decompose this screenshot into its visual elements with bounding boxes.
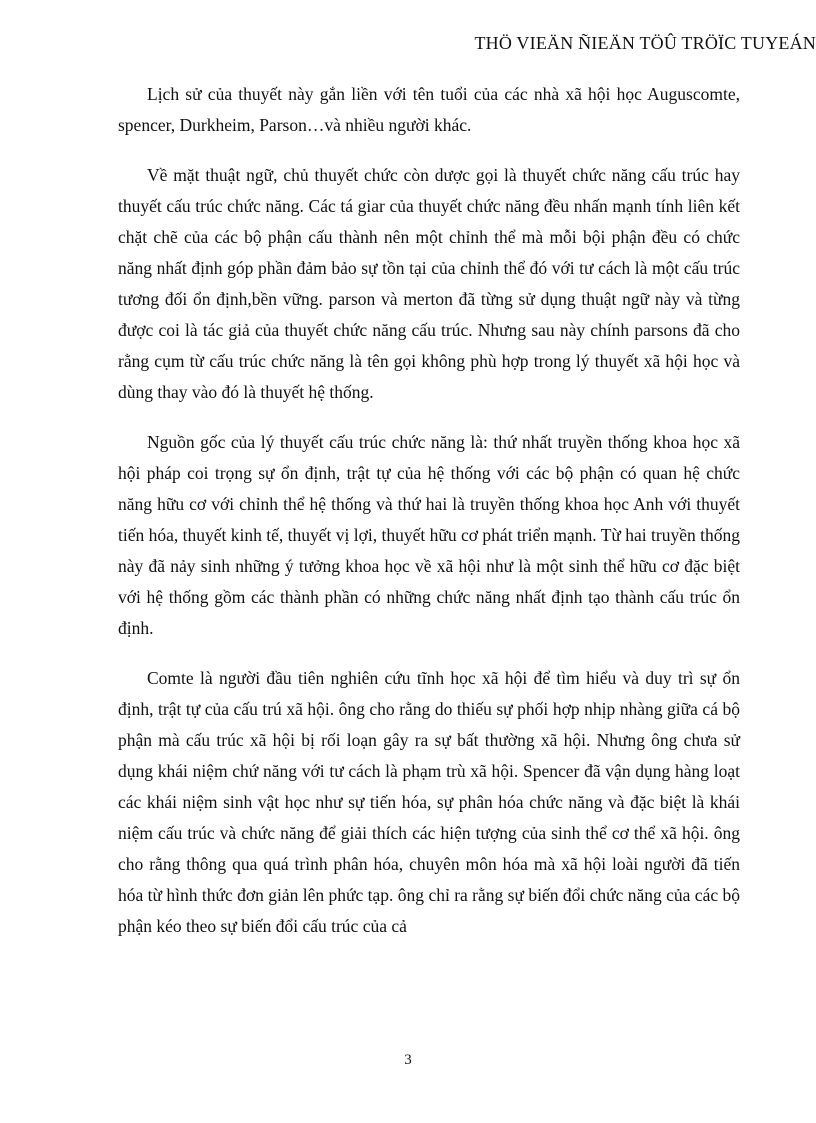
- page-body: [118, 79, 740, 961]
- running-header: THÖ VIEÄN ÑIEÄN TÖÛ TRÖÏC TUYEÁN: [474, 33, 816, 53]
- body-paragraph: Comte là người đầu tiên nghiên cứu tĩnh học xã hội để tìm hiểu và duy trì sự ổn định, trật tự của cấu trú xã hội. ông cho rằng do thiếu sự phối hợp nhịp nhàng giữa cá bộ phận mà cấu trúc xã hội bị rối loạn gây ra sự bất thường xã hội. Nhưng ông chưa sử dụng khái niệm chứ năng với tư cách là phạm trù xã hội. Spencer đã vận dụng hàng loạt các khái niệm sinh vật học như sự tiến hóa, sự phân hóa chức năng và đặc biệt là khái niệm cấu trúc và chức năng để giải thích các hiện tượng của sinh thể cơ thể xã hội. ông cho rằng thông qua quá trình phân hóa, chuyên môn hóa mà xã hội loài người đã tiến hóa từ hình thức đơn giản lên phức tạp. ông chỉ ra rằng sự biến đổi chức năng của các bộ phận kéo theo sự biến đổi cấu trúc của cả: [118, 668, 740, 936]
- body-paragraph: Về mặt thuật ngữ, chủ thuyết chức còn dược gọi là thuyết chức năng cấu trúc hay thuyết cấu trúc chức năng. Các tá giar của thuyết chức năng đều nhấn mạnh tính liên kết chặt chẽ của các bộ phận cấu thành nên một chỉnh thể mà mỗi bội phận đều có chức năng nhất định góp phần đảm bảo sự tồn tại của chỉnh thể đó với tư cách là một cấu trúc tương đối ổn định,bền vững. parson và merton đã từng sử dụng thuật ngữ này và từng được coi là tác giả của thuyết chức năng cấu trúc. Nhưng sau này chính parsons đã cho rằng cụm từ cấu trúc chức năng là tên gọi không phù hợp trong lý thuyết xã hội học và dùng thay vào đó là thuyết hệ thống.: [118, 165, 740, 402]
- page-number: 3: [404, 1052, 412, 1068]
- body-paragraph: Lịch sử của thuyết này gắn liền với tên tuổi của các nhà xã hội học Auguscomte, spencer, Durkheim, Parson…và nhiều người khác.: [118, 84, 740, 135]
- body-paragraph: Nguồn gốc của lý thuyết cấu trúc chức năng là: thứ nhất truyền thống khoa học xã hội pháp coi trọng sự ổn định, trật tự của hệ thống với các bộ phận có quan hệ chức năng hữu cơ với chỉnh thể hệ thống và thứ hai là truyền thống khoa học Anh với thuyết tiến hóa, thuyết kinh tế, thuyết vị lợi, thuyết hữu cơ phát triển mạnh. Từ hai truyền thống này đã nảy sinh những ý tưởng khoa học về xã hội như là một sinh thể hữu cơ đặc biệt với hệ thống gồm các thành phần có những chức năng nhất định tạo thành cấu trúc ổn định.: [118, 432, 740, 638]
